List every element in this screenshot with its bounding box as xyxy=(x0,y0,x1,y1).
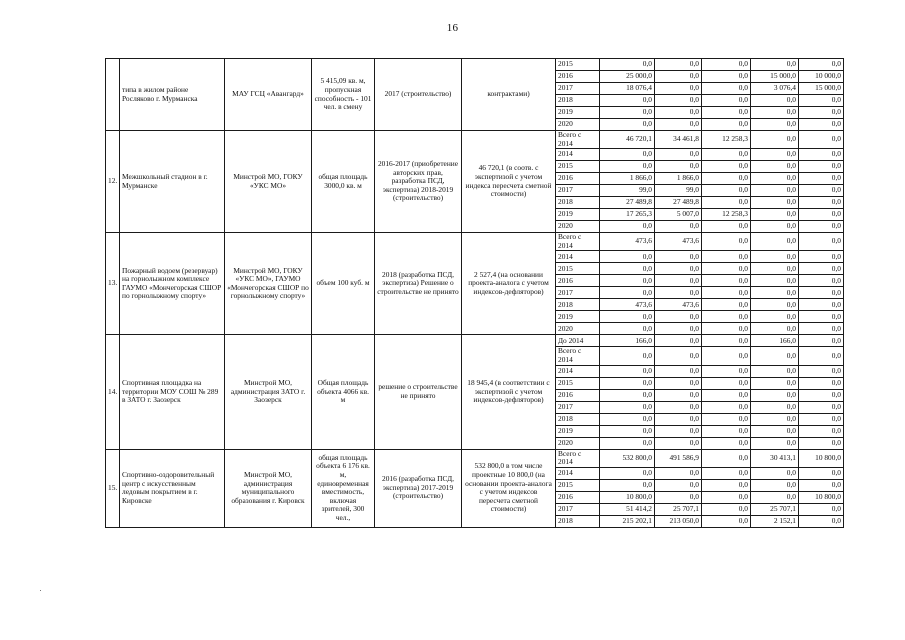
year-cell: 2018 xyxy=(556,515,600,527)
capacity-cell: общая площадь объекта 6 176 кв. м, единовременная вместимость, включая зрителей, 300 чел., xyxy=(312,449,375,527)
amount-cell: 0,0 xyxy=(655,71,702,83)
year-cell: 2017 xyxy=(556,287,600,299)
amount-cell: 0,0 xyxy=(799,515,844,527)
amount-cell: 99,0 xyxy=(655,185,702,197)
amount-cell: 0,0 xyxy=(751,365,799,377)
amount-cell: 0,0 xyxy=(799,275,844,287)
period-cell: решение о строительстве не принято xyxy=(375,335,462,449)
table-row xyxy=(106,449,844,467)
year-cell: 2014 xyxy=(556,365,600,377)
amount-cell: 0,0 xyxy=(799,233,844,251)
year-cell: Всего с 2014 xyxy=(556,347,600,365)
amount-cell: 0,0 xyxy=(702,221,751,233)
amount-cell: 0,0 xyxy=(799,173,844,185)
amount-cell: 0,0 xyxy=(655,275,702,287)
year-cell: 2017 xyxy=(556,83,600,95)
amount-cell: 0,0 xyxy=(751,275,799,287)
object-name: Межшкольный стадион в г. Мурманске xyxy=(120,131,225,233)
amount-cell: 0,0 xyxy=(751,347,799,365)
year-cell: 2019 xyxy=(556,209,600,221)
amount-cell: 0,0 xyxy=(600,107,655,119)
capacity-cell: Общая площадь объекта 4066 кв. м xyxy=(312,335,375,449)
amount-cell: 12 258,3 xyxy=(702,209,751,221)
amount-cell: 0,0 xyxy=(799,251,844,263)
amount-cell: 0,0 xyxy=(600,311,655,323)
cost-cell: 18 945,4 (в соответствии с экспертизой с учетом индексов-дефляторов) xyxy=(462,335,556,449)
amount-cell: 532 800,0 xyxy=(600,449,655,467)
amount-cell: 1 866,0 xyxy=(655,173,702,185)
amount-cell: 0,0 xyxy=(799,299,844,311)
amount-cell: 0,0 xyxy=(751,251,799,263)
amount-cell: 0,0 xyxy=(600,95,655,107)
amount-cell: 0,0 xyxy=(702,107,751,119)
amount-cell: 5 007,0 xyxy=(655,209,702,221)
year-cell: До 2014 xyxy=(556,335,600,347)
year-cell: 2015 xyxy=(556,479,600,491)
amount-cell: 0,0 xyxy=(655,323,702,335)
year-cell: 2020 xyxy=(556,437,600,449)
amount-cell: 0,0 xyxy=(799,95,844,107)
amount-cell: 0,0 xyxy=(655,263,702,275)
amount-cell: 0,0 xyxy=(702,161,751,173)
amount-cell: 0,0 xyxy=(655,479,702,491)
year-cell: 2016 xyxy=(556,491,600,503)
amount-cell: 0,0 xyxy=(799,365,844,377)
cost-cell: 532 800,0 в том числе проектные 10 800,0 (на основании проекта-аналога с учетом индексов пересчета сметной стоимости) xyxy=(462,449,556,527)
object-name: Спортивно-оздоровительный центр с искусственным ледовым покрытием в г. Кировске xyxy=(120,449,225,527)
year-cell: 2016 xyxy=(556,173,600,185)
amount-cell: 0,0 xyxy=(702,389,751,401)
period-cell: 2018 (разработка ПСД, экспертиза) Решение о строительстве не принято xyxy=(375,233,462,335)
amount-cell: 0,0 xyxy=(751,323,799,335)
amount-cell: 0,0 xyxy=(655,119,702,131)
amount-cell: 0,0 xyxy=(600,413,655,425)
amount-cell: 0,0 xyxy=(600,119,655,131)
amount-cell: 0,0 xyxy=(702,377,751,389)
executor-cell: Минстрой МО, ГОКУ «УКС МО» xyxy=(225,131,312,233)
amount-cell: 0,0 xyxy=(702,185,751,197)
amount-cell: 0,0 xyxy=(751,311,799,323)
year-cell: 2018 xyxy=(556,413,600,425)
amount-cell: 15 000,0 xyxy=(799,83,844,95)
year-cell: 2016 xyxy=(556,389,600,401)
amount-cell: 0,0 xyxy=(799,107,844,119)
page-number: 16 xyxy=(446,22,459,34)
amount-cell: 25 707,1 xyxy=(655,503,702,515)
year-cell: Всего с 2014 xyxy=(556,131,600,149)
amount-cell: 0,0 xyxy=(751,287,799,299)
period-cell: 2017 (строительство) xyxy=(375,59,462,131)
amount-cell: 0,0 xyxy=(655,287,702,299)
amount-cell: 0,0 xyxy=(655,491,702,503)
amount-cell: 0,0 xyxy=(655,311,702,323)
amount-cell: 34 461,8 xyxy=(655,131,702,149)
amount-cell: 213 050,0 xyxy=(655,515,702,527)
amount-cell: 0,0 xyxy=(751,377,799,389)
year-cell: 2015 xyxy=(556,377,600,389)
amount-cell: 0,0 xyxy=(702,449,751,467)
amount-cell: 0,0 xyxy=(799,437,844,449)
amount-cell: 0,0 xyxy=(655,83,702,95)
amount-cell: 0,0 xyxy=(655,401,702,413)
amount-cell: 17 265,3 xyxy=(600,209,655,221)
amount-cell: 0,0 xyxy=(655,161,702,173)
amount-cell: 0,0 xyxy=(799,311,844,323)
object-name: Спортивная площадка на территории МОУ СОШ № 289 в ЗАТО г. Заозерск xyxy=(120,335,225,449)
amount-cell: 215 202,1 xyxy=(600,515,655,527)
amount-cell: 10 000,0 xyxy=(799,71,844,83)
amount-cell: 0,0 xyxy=(702,275,751,287)
object-name: типа в жилом районе Росляково г. Мурманска xyxy=(120,59,225,131)
amount-cell: 0,0 xyxy=(702,479,751,491)
capacity-cell: объем 100 куб. м xyxy=(312,233,375,335)
amount-cell: 0,0 xyxy=(751,299,799,311)
amount-cell: 0,0 xyxy=(702,515,751,527)
amount-cell: 0,0 xyxy=(799,197,844,209)
amount-cell: 0,0 xyxy=(702,347,751,365)
amount-cell: 0,0 xyxy=(702,149,751,161)
amount-cell: 0,0 xyxy=(751,467,799,479)
year-cell: 2015 xyxy=(556,161,600,173)
scan-speck xyxy=(40,590,41,591)
amount-cell: 0,0 xyxy=(751,401,799,413)
amount-cell: 0,0 xyxy=(655,377,702,389)
amount-cell: 0,0 xyxy=(702,71,751,83)
row-number: 14. xyxy=(106,335,120,449)
amount-cell: 0,0 xyxy=(702,413,751,425)
cost-cell: 46 720,1 (в соотв. с экспертизой с учетом индекса пересчета сметной стоимости) xyxy=(462,131,556,233)
amount-cell: 0,0 xyxy=(799,149,844,161)
amount-cell: 0,0 xyxy=(655,425,702,437)
period-cell: 2016-2017 (приобретение авторских прав, разработка ПСД, экспертиза) 2018-2019 (строительство) xyxy=(375,131,462,233)
amount-cell: 0,0 xyxy=(702,335,751,347)
amount-cell: 0,0 xyxy=(751,131,799,149)
row-number: 12. xyxy=(106,131,120,233)
amount-cell: 0,0 xyxy=(702,287,751,299)
amount-cell: 0,0 xyxy=(799,467,844,479)
amount-cell: 0,0 xyxy=(799,347,844,365)
amount-cell: 0,0 xyxy=(702,311,751,323)
amount-cell: 0,0 xyxy=(799,119,844,131)
amount-cell: 0,0 xyxy=(702,323,751,335)
amount-cell: 0,0 xyxy=(799,377,844,389)
year-cell: 2018 xyxy=(556,95,600,107)
amount-cell: 473,6 xyxy=(655,233,702,251)
amount-cell: 0,0 xyxy=(799,323,844,335)
amount-cell: 0,0 xyxy=(655,365,702,377)
amount-cell: 0,0 xyxy=(600,467,655,479)
amount-cell: 0,0 xyxy=(702,263,751,275)
amount-cell: 0,0 xyxy=(702,365,751,377)
year-cell: 2014 xyxy=(556,467,600,479)
amount-cell: 25 000,0 xyxy=(600,71,655,83)
executor-cell: Минстрой МО, администрация муниципального образования г. Кировск xyxy=(225,449,312,527)
year-cell: 2020 xyxy=(556,323,600,335)
amount-cell: 0,0 xyxy=(799,131,844,149)
amount-cell: 0,0 xyxy=(751,263,799,275)
amount-cell: 0,0 xyxy=(751,119,799,131)
year-cell: 2018 xyxy=(556,197,600,209)
year-cell: 2014 xyxy=(556,149,600,161)
year-cell: 2019 xyxy=(556,311,600,323)
amount-cell: 10 800,0 xyxy=(600,491,655,503)
amount-cell: 0,0 xyxy=(600,161,655,173)
executor-cell: Минстрой МО, администрация ЗАТО г. Заозерск xyxy=(225,335,312,449)
amount-cell: 0,0 xyxy=(655,149,702,161)
amount-cell: 0,0 xyxy=(799,413,844,425)
table-row xyxy=(106,59,844,71)
amount-cell: 0,0 xyxy=(702,437,751,449)
amount-cell: 0,0 xyxy=(702,119,751,131)
amount-cell: 0,0 xyxy=(751,413,799,425)
amount-cell: 15 000,0 xyxy=(751,71,799,83)
amount-cell: 0,0 xyxy=(600,437,655,449)
amount-cell: 0,0 xyxy=(702,401,751,413)
amount-cell: 0,0 xyxy=(751,173,799,185)
amount-cell: 0,0 xyxy=(600,365,655,377)
amount-cell: 0,0 xyxy=(751,185,799,197)
amount-cell: 0,0 xyxy=(600,149,655,161)
capacity-cell: 5 415,09 кв. м, пропускная способность - 101 чел. в смену xyxy=(312,59,375,131)
amount-cell: 166,0 xyxy=(600,335,655,347)
amount-cell: 0,0 xyxy=(799,161,844,173)
amount-cell: 1 866,0 xyxy=(600,173,655,185)
amount-cell: 0,0 xyxy=(655,107,702,119)
amount-cell: 0,0 xyxy=(600,59,655,71)
object-name: Пожарный водоем (резервуар) на горнолыжном комплексе ГАУМО «Мончегорская СШОР по горнолыжному спорту» xyxy=(120,233,225,335)
amount-cell: 0,0 xyxy=(600,251,655,263)
year-cell: 2015 xyxy=(556,263,600,275)
amount-cell: 27 489,8 xyxy=(600,197,655,209)
year-cell: 2017 xyxy=(556,185,600,197)
table-body xyxy=(106,59,844,528)
year-cell: Всего с 2014 xyxy=(556,449,600,467)
period-cell: 2016 (разработка ПСД, экспертиза) 2017-2019 (строительство) xyxy=(375,449,462,527)
amount-cell: 10 800,0 xyxy=(799,449,844,467)
year-cell: 2019 xyxy=(556,107,600,119)
amount-cell: 25 707,1 xyxy=(751,503,799,515)
amount-cell: 491 586,9 xyxy=(655,449,702,467)
amount-cell: 166,0 xyxy=(751,335,799,347)
amount-cell: 0,0 xyxy=(799,263,844,275)
year-cell: Всего с 2014 xyxy=(556,233,600,251)
amount-cell: 0,0 xyxy=(600,479,655,491)
amount-cell: 0,0 xyxy=(799,425,844,437)
amount-cell: 0,0 xyxy=(655,467,702,479)
amount-cell: 18 076,4 xyxy=(600,83,655,95)
amount-cell: 473,6 xyxy=(600,299,655,311)
amount-cell: 0,0 xyxy=(799,59,844,71)
amount-cell: 46 720,1 xyxy=(600,131,655,149)
amount-cell: 0,0 xyxy=(600,377,655,389)
amount-cell: 10 800,0 xyxy=(799,491,844,503)
cost-cell: контрактами) xyxy=(462,59,556,131)
amount-cell: 0,0 xyxy=(751,107,799,119)
year-cell: 2019 xyxy=(556,425,600,437)
amount-cell: 0,0 xyxy=(702,299,751,311)
amount-cell: 2 152,1 xyxy=(751,515,799,527)
amount-cell: 0,0 xyxy=(751,95,799,107)
financing-table xyxy=(105,58,844,528)
amount-cell: 0,0 xyxy=(702,173,751,185)
amount-cell: 0,0 xyxy=(751,149,799,161)
amount-cell: 0,0 xyxy=(751,209,799,221)
year-cell: 2017 xyxy=(556,401,600,413)
amount-cell: 0,0 xyxy=(655,389,702,401)
amount-cell: 30 413,1 xyxy=(751,449,799,467)
amount-cell: 0,0 xyxy=(655,347,702,365)
capacity-cell: общая площадь 3000,0 кв. м xyxy=(312,131,375,233)
amount-cell: 0,0 xyxy=(799,209,844,221)
amount-cell: 0,0 xyxy=(655,59,702,71)
executor-cell: Минстрой МО, ГОКУ «УКС МО», ГАУМО «Мончегорская СШОР по горнолыжному спорту» xyxy=(225,233,312,335)
amount-cell: 12 258,3 xyxy=(702,131,751,149)
row-number: 13. xyxy=(106,233,120,335)
amount-cell: 27 489,8 xyxy=(655,197,702,209)
amount-cell: 0,0 xyxy=(655,437,702,449)
amount-cell: 0,0 xyxy=(600,389,655,401)
table-row xyxy=(106,131,844,149)
amount-cell: 0,0 xyxy=(751,161,799,173)
amount-cell: 473,6 xyxy=(600,233,655,251)
amount-cell: 0,0 xyxy=(702,59,751,71)
amount-cell: 99,0 xyxy=(600,185,655,197)
row-number xyxy=(106,59,120,131)
amount-cell: 473,6 xyxy=(655,299,702,311)
amount-cell: 0,0 xyxy=(600,401,655,413)
year-cell: 2016 xyxy=(556,71,600,83)
amount-cell: 0,0 xyxy=(751,491,799,503)
amount-cell: 0,0 xyxy=(702,233,751,251)
amount-cell: 0,0 xyxy=(751,197,799,209)
amount-cell: 0,0 xyxy=(751,425,799,437)
amount-cell: 0,0 xyxy=(702,95,751,107)
amount-cell: 0,0 xyxy=(702,503,751,515)
amount-cell: 0,0 xyxy=(799,335,844,347)
executor-cell: МАУ ГСЦ «Авангард» xyxy=(225,59,312,131)
amount-cell: 0,0 xyxy=(751,233,799,251)
amount-cell: 0,0 xyxy=(655,251,702,263)
year-cell: 2015 xyxy=(556,59,600,71)
amount-cell: 0,0 xyxy=(600,263,655,275)
table-row xyxy=(106,233,844,251)
amount-cell: 0,0 xyxy=(702,491,751,503)
amount-cell: 0,0 xyxy=(655,413,702,425)
cost-cell: 2 527,4 (на основании проекта-аналога с учетом индексов-дефляторов) xyxy=(462,233,556,335)
amount-cell: 0,0 xyxy=(702,425,751,437)
year-cell: 2020 xyxy=(556,221,600,233)
amount-cell: 0,0 xyxy=(655,95,702,107)
amount-cell: 0,0 xyxy=(702,197,751,209)
amount-cell: 0,0 xyxy=(751,59,799,71)
amount-cell: 0,0 xyxy=(799,479,844,491)
table-row xyxy=(106,335,844,347)
amount-cell: 0,0 xyxy=(799,401,844,413)
amount-cell: 0,0 xyxy=(751,221,799,233)
row-number: 15. xyxy=(106,449,120,527)
amount-cell: 0,0 xyxy=(702,251,751,263)
amount-cell: 0,0 xyxy=(799,503,844,515)
year-cell: 2014 xyxy=(556,251,600,263)
amount-cell: 0,0 xyxy=(799,221,844,233)
year-cell: 2017 xyxy=(556,503,600,515)
amount-cell: 51 414,2 xyxy=(600,503,655,515)
amount-cell: 0,0 xyxy=(655,221,702,233)
amount-cell: 0,0 xyxy=(600,275,655,287)
amount-cell: 0,0 xyxy=(799,389,844,401)
year-cell: 2018 xyxy=(556,299,600,311)
amount-cell: 0,0 xyxy=(799,287,844,299)
amount-cell: 0,0 xyxy=(600,287,655,299)
amount-cell: 0,0 xyxy=(655,335,702,347)
amount-cell: 0,0 xyxy=(799,185,844,197)
amount-cell: 0,0 xyxy=(600,323,655,335)
amount-cell: 0,0 xyxy=(600,347,655,365)
year-cell: 2020 xyxy=(556,119,600,131)
amount-cell: 0,0 xyxy=(702,83,751,95)
amount-cell: 0,0 xyxy=(751,437,799,449)
amount-cell: 0,0 xyxy=(600,221,655,233)
amount-cell: 0,0 xyxy=(600,425,655,437)
amount-cell: 0,0 xyxy=(751,479,799,491)
year-cell: 2016 xyxy=(556,275,600,287)
amount-cell: 3 076,4 xyxy=(751,83,799,95)
amount-cell: 0,0 xyxy=(751,389,799,401)
amount-cell: 0,0 xyxy=(702,467,751,479)
